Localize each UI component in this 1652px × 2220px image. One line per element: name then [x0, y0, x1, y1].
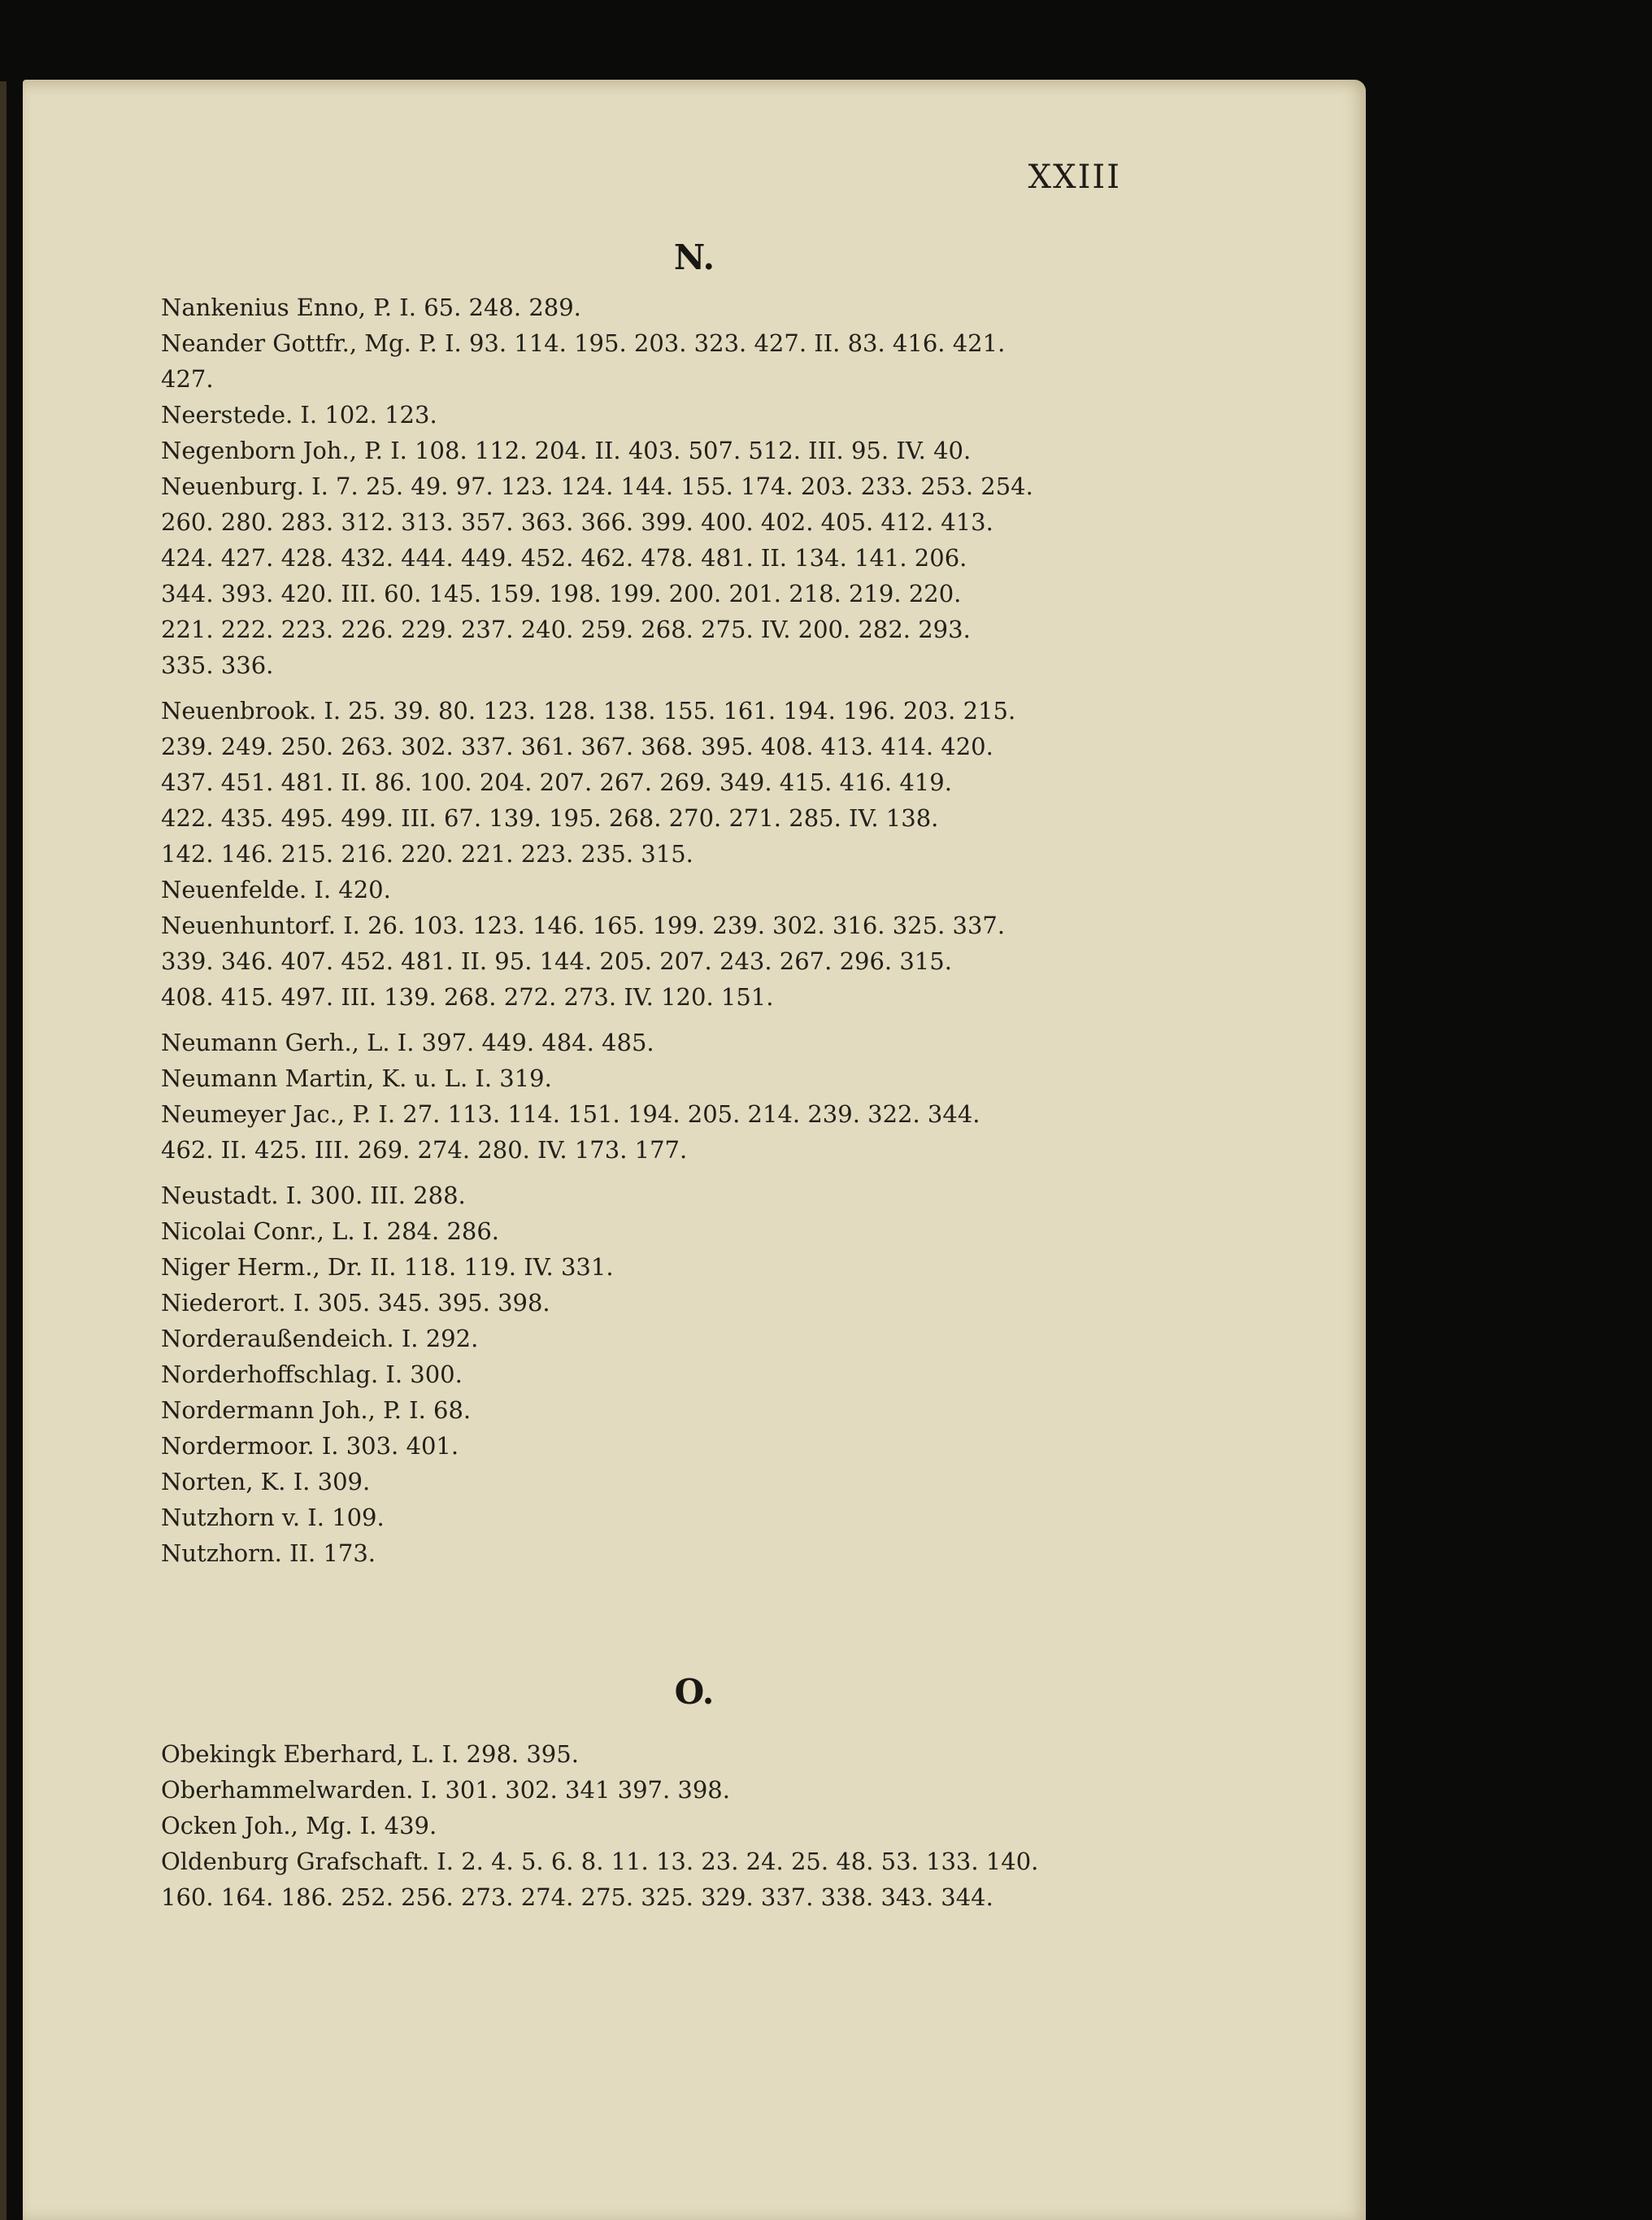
entry-line: 424. 427. 428. 432. 444. 449. 452. 462. 478. 481. II. 134. 141. 206. [161, 544, 967, 572]
index-entry [161, 1096, 1137, 1168]
page-number: XXIII [1028, 159, 1121, 196]
entry-line: Norderhoffschlag. I. 300. [161, 1360, 463, 1388]
index-entry [161, 1213, 1137, 1249]
index-entry [161, 1428, 1137, 1464]
index-entry [161, 1025, 1137, 1060]
index-entry [161, 1808, 1137, 1843]
index-list-n [161, 289, 1137, 1571]
entry-line: Neumeyer Jac., P. I. 27. 113. 114. 151. 194. 205. 214. 239. 322. 344. [161, 1100, 980, 1128]
entry-line: 437. 451. 481. II. 86. 100. 204. 207. 267. 269. 349. 415. 416. 419. [161, 768, 952, 796]
entry-line: 344. 393. 420. III. 60. 145. 159. 198. 199. 200. 201. 218. 219. 220. [161, 580, 962, 607]
index-entry [161, 1392, 1137, 1428]
entry-line: Neuenfelde. I. 420. [161, 876, 391, 903]
index-entry [161, 1500, 1137, 1535]
entry-line: Neuenhuntorf. I. 26. 103. 123. 146. 165. 199. 239. 302. 316. 325. 337. [161, 912, 1006, 939]
entry-line: Neumann Gerh., L. I. 397. 449. 484. 485. [161, 1029, 654, 1056]
entry-line: Neumann Martin, K. u. L. I. 319. [161, 1064, 552, 1092]
index-entry [161, 1177, 1137, 1213]
entry-line: Neuenbrook. I. 25. 39. 80. 123. 128. 138. 155. 161. 194. 196. 203. 215. [161, 697, 1016, 725]
index-entry [161, 693, 1137, 872]
index-entry [161, 325, 1137, 397]
index-list-o [161, 1736, 1137, 1915]
index-entry [161, 1772, 1137, 1808]
entry-line: Norten, K. I. 309. [161, 1468, 371, 1495]
index-entry [161, 1464, 1137, 1500]
entry-line: 160. 164. 186. 252. 256. 273. 274. 275. 325. 329. 337. 338. 343. 344. [161, 1883, 993, 1911]
entry-line: Nicolai Conr., L. I. 284. 286. [161, 1217, 500, 1245]
entry-line: Nutzhorn v. I. 109. [161, 1504, 385, 1531]
entry-line: Neander Gottfr., Mg. P. I. 93. 114. 195. 203. 323. 427. II. 83. 416. 421. [161, 329, 1006, 357]
entry-line: Nordermann Joh., P. I. 68. [161, 1396, 472, 1424]
entry-line: Oberhammelwarden. I. 301. 302. 341 397. 398. [161, 1776, 730, 1804]
index-entry [161, 1060, 1137, 1096]
entry-line: Niger Herm., Dr. II. 118. 119. IV. 331. [161, 1253, 614, 1281]
index-entry [161, 1535, 1137, 1571]
entry-line: 221. 222. 223. 226. 229. 237. 240. 259. 268. 275. IV. 200. 282. 293. [161, 616, 971, 643]
index-entry [161, 1285, 1137, 1321]
entry-line: Nutzhorn. II. 173. [161, 1539, 376, 1567]
entry-line: 339. 346. 407. 452. 481. II. 95. 144. 205. 207. 243. 267. 296. 315. [161, 947, 952, 975]
entry-line: 408. 415. 497. III. 139. 268. 272. 273. IV. 120. 151. [161, 983, 774, 1011]
entry-line: Negenborn Joh., P. I. 108. 112. 204. II. 403. 507. 512. III. 95. IV. 40. [161, 437, 972, 464]
entry-line: 142. 146. 215. 216. 220. 221. 223. 235. 315. [161, 840, 693, 868]
entry-line: Ocken Joh., Mg. I. 439. [161, 1812, 437, 1839]
entry-line: Nankenius Enno, P. I. 65. 248. 289. [161, 294, 581, 321]
index-entry [161, 1736, 1137, 1772]
entry-line: Neuenburg. I. 7. 25. 49. 97. 123. 124. 144. 155. 174. 203. 233. 253. 254. [161, 472, 1033, 500]
entry-line: 335. 336. [161, 651, 274, 679]
index-entry [161, 1843, 1137, 1915]
index-entry [161, 397, 1137, 433]
index-entry [161, 433, 1137, 468]
entry-line: Obekingk Eberhard, L. I. 298. 395. [161, 1740, 579, 1768]
index-entry [161, 1321, 1137, 1356]
entry-line: Nordermoor. I. 303. 401. [161, 1432, 459, 1460]
entry-line: 462. II. 425. III. 269. 274. 280. IV. 173. 177. [161, 1136, 688, 1164]
entry-line: 422. 435. 495. 499. III. 67. 139. 195. 268. 270. 271. 285. IV. 138. [161, 804, 939, 832]
entry-line: 427. [161, 365, 214, 393]
index-entry [161, 1249, 1137, 1285]
index-entry [161, 908, 1137, 1015]
index-entry [161, 468, 1137, 683]
index-entry [161, 1356, 1137, 1392]
entry-line: Norderaußendeich. I. 292. [161, 1325, 479, 1352]
entry-line: Niederort. I. 305. 345. 395. 398. [161, 1289, 550, 1317]
entry-line: 239. 249. 250. 263. 302. 337. 361. 367. 368. 395. 408. 413. 414. 420. [161, 733, 993, 760]
section-heading-n: N. [673, 237, 715, 277]
entry-line: 260. 280. 283. 312. 313. 357. 363. 366. 399. 400. 402. 405. 412. 413. [161, 508, 993, 536]
index-entry [161, 872, 1137, 908]
page-spine-edge [0, 81, 7, 2220]
section-heading-o: O. [674, 1672, 715, 1712]
entry-line: Neerstede. I. 102. 123. [161, 401, 437, 429]
index-entry [161, 289, 1137, 325]
entry-line: Neustadt. I. 300. III. 288. [161, 1182, 466, 1209]
entry-line: Oldenburg Grafschaft. I. 2. 4. 5. 6. 8. 11. 13. 23. 24. 25. 48. 53. 133. 140. [161, 1848, 1039, 1875]
